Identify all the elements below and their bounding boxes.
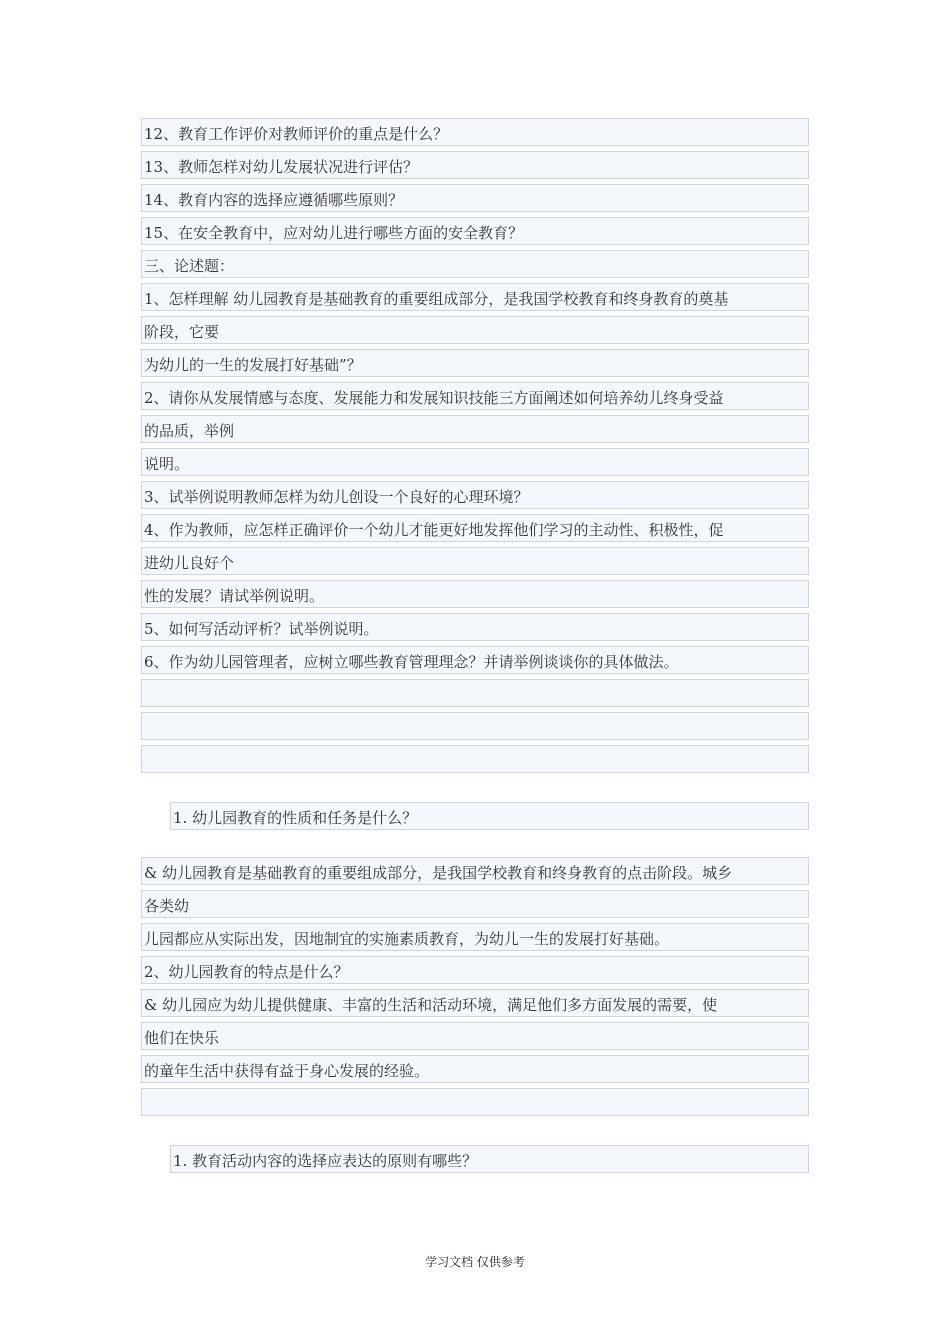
page-footer: 学习文档 仅供参考 bbox=[425, 1255, 525, 1269]
text-line: 1、怎样理解 幼儿园教育是基础教育的重要组成部分，是我国学校教育和终身教育的奠基 bbox=[141, 283, 809, 311]
empty-row bbox=[141, 679, 809, 707]
text-line: 14、教育内容的选择应遵循哪些原则？ bbox=[141, 184, 809, 212]
text-line: 4、作为教师，应怎样正确评价一个幼儿才能更好地发挥他们学习的主动性、积极性，促 bbox=[141, 514, 809, 542]
text-line: 说明。 bbox=[141, 448, 809, 476]
empty-row bbox=[141, 1088, 809, 1116]
text-line: 13、教师怎样对幼儿发展状况进行评估？ bbox=[141, 151, 809, 179]
text-line: 15、在安全教育中，应对幼儿进行哪些方面的安全教育？ bbox=[141, 217, 809, 245]
text-line: 性的发展？请试举例说明。 bbox=[141, 580, 809, 608]
question-heading: 1. 幼儿园教育的性质和任务是什么？ bbox=[170, 802, 809, 830]
empty-row bbox=[141, 712, 809, 740]
text-line: 2、幼儿园教育的特点是什么？ bbox=[141, 956, 809, 984]
section-heading: 三、论述题： bbox=[141, 250, 809, 278]
text-line: 的品质，举例 bbox=[141, 415, 809, 443]
text-line: 为幼儿的一生的发展打好基础”？ bbox=[141, 349, 809, 377]
text-line: 12、教育工作评价对教师评价的重点是什么？ bbox=[141, 118, 809, 146]
empty-row bbox=[141, 745, 809, 773]
text-line: 6、作为幼儿园管理者，应树立哪些教育管理理念？并请举例谈谈你的具体做法。 bbox=[141, 646, 809, 674]
text-line: 各类幼 bbox=[141, 890, 809, 918]
text-line: & 幼儿园教育是基础教育的重要组成部分，是我国学校教育和终身教育的点击阶段。城乡 bbox=[141, 857, 809, 885]
text-line: 他们在快乐 bbox=[141, 1022, 809, 1050]
question-heading: 1. 教育活动内容的选择应表达的原则有哪些？ bbox=[170, 1145, 809, 1173]
text-line: 5、如何写活动评析？试举例说明。 bbox=[141, 613, 809, 641]
text-line: 阶段，它要 bbox=[141, 316, 809, 344]
text-line: & 幼儿园应为幼儿提供健康、丰富的生活和活动环境，满足他们多方面发展的需要，使 bbox=[141, 989, 809, 1017]
text-line: 进幼儿良好个 bbox=[141, 547, 809, 575]
text-line: 的童年生活中获得有益于身心发展的经验。 bbox=[141, 1055, 809, 1083]
text-line: 3、试举例说明教师怎样为幼儿创设一个良好的心理环境？ bbox=[141, 481, 809, 509]
text-line: 儿园都应从实际出发，因地制宜的实施素质教育，为幼儿一生的发展打好基础。 bbox=[141, 923, 809, 951]
text-line: 2、请你从发展情感与态度、发展能力和发展知识技能三方面阐述如何培养幼儿终身受益 bbox=[141, 382, 809, 410]
